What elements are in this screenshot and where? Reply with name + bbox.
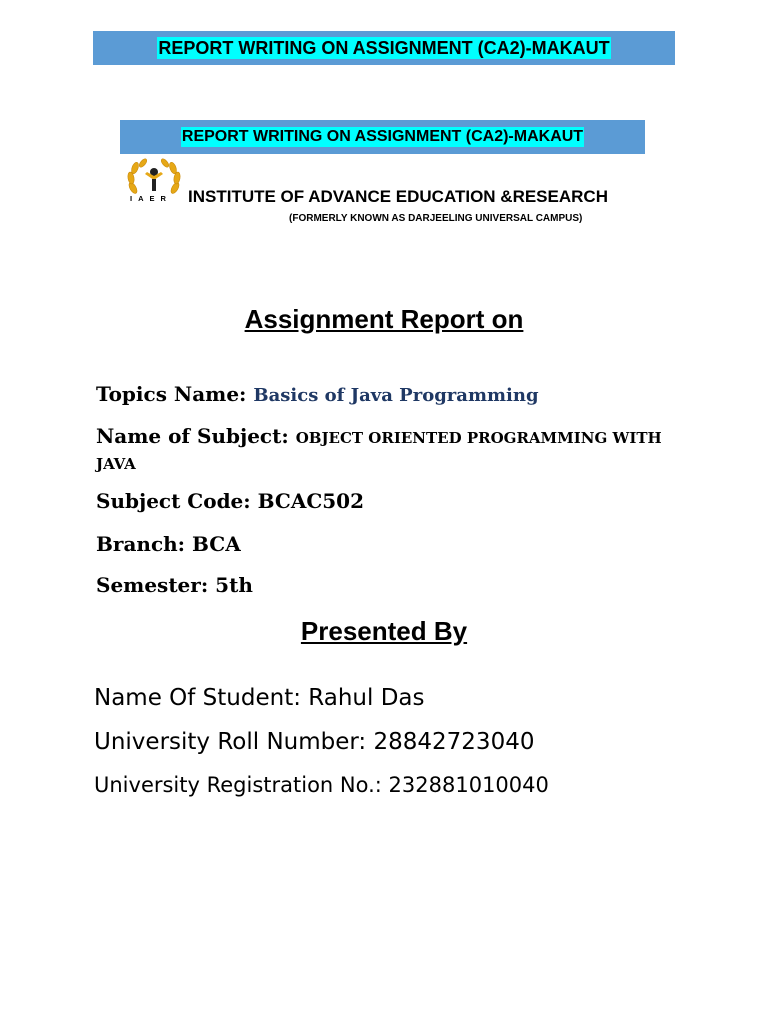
- institute-subtitle: (FORMERLY KNOWN AS DARJEELING UNIVERSAL CAMPUS): [289, 213, 583, 224]
- branch-label: Branch:: [96, 532, 186, 556]
- semester-value: 5th: [215, 573, 253, 597]
- topic-value: Basics of Java Programming: [253, 385, 539, 406]
- topic-field: [96, 382, 539, 406]
- semester-field: [96, 573, 253, 597]
- student-name-value: Rahul Das: [308, 685, 425, 711]
- top-banner: [93, 31, 675, 65]
- logo-text: IAER: [130, 194, 172, 203]
- student-name-label: Name Of Student:: [94, 685, 301, 711]
- registration-line: [94, 773, 549, 797]
- registration-value: 232881010040: [388, 773, 549, 797]
- top-banner-text: REPORT WRITING ON ASSIGNMENT (CA2)-MAKAUT: [158, 38, 610, 58]
- subject-code-field: [96, 489, 364, 513]
- subject-label: Name of Subject:: [96, 424, 289, 448]
- topic-label: Topics Name:: [96, 382, 247, 406]
- semester-label: Semester:: [96, 573, 209, 597]
- subject-value: OBJECT ORIENTED PROGRAMMING WITH JAVA: [96, 429, 662, 473]
- registration-label: University Registration No.:: [94, 773, 382, 797]
- roll-number-line: [94, 729, 534, 755]
- branch-value: BCA: [192, 532, 241, 556]
- student-name-line: [94, 685, 425, 711]
- subject-field: [96, 424, 696, 476]
- branch-field: [96, 532, 241, 556]
- second-banner: [120, 120, 645, 154]
- second-banner-text: REPORT WRITING ON ASSIGNMENT (CA2)-MAKAUT: [181, 128, 584, 145]
- presented-by-heading: Presented By: [300, 616, 468, 646]
- roll-number-value: 28842723040: [373, 729, 535, 755]
- report-heading: Assignment Report on: [244, 304, 524, 334]
- roll-number-label: University Roll Number:: [94, 729, 367, 755]
- subject-code-value: BCAC502: [257, 489, 365, 513]
- institute-name: INSTITUTE OF ADVANCE EDUCATION &RESEARCH: [188, 187, 608, 206]
- subject-code-label: Subject Code:: [96, 489, 251, 513]
